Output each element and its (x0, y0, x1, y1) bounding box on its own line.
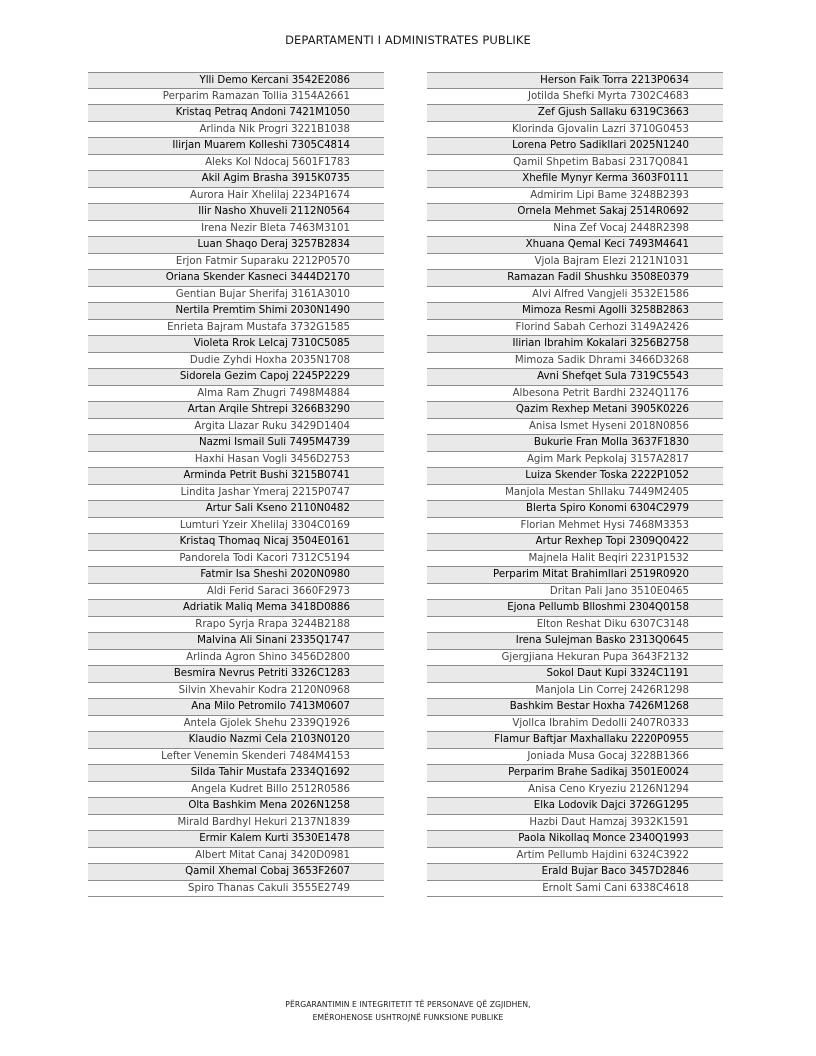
list-item: Bashkim Bestar Hoxha 7426M1268 (427, 699, 723, 716)
list-item: Sokol Daut Kupi 3324C1191 (427, 666, 723, 683)
list-item: Vjola Bajram Elezi 2121N1031 (427, 254, 723, 271)
list-item: Lindita Jashar Ymeraj 2215P0747 (88, 485, 384, 502)
list-item: Malvina Ali Sinani 2335Q1747 (88, 633, 384, 650)
list-item: Kristaq Petraq Andoni 7421M1050 (88, 105, 384, 122)
list-item: Klorinda Gjovalin Lazri 3710G0453 (427, 122, 723, 139)
list-item: Haxhi Hasan Vogli 3456D2753 (88, 452, 384, 469)
list-item: Florian Mehmet Hysi 7468M3353 (427, 518, 723, 535)
list-item: Erald Bujar Baco 3457D2846 (427, 864, 723, 881)
list-item: Artan Arqile Shtrepi 3266B3290 (88, 402, 384, 419)
list-item: Irena Sulejman Basko 2313Q0645 (427, 633, 723, 650)
list-item: Gjergjiana Hekuran Pupa 3643F2132 (427, 650, 723, 667)
list-item: Xhefile Mynyr Kerma 3603F0111 (427, 171, 723, 188)
left-name-list (88, 72, 384, 897)
page-title: DEPARTAMENTI I ADMINISTRATES PUBLIKE (285, 33, 531, 47)
list-item: Paola Nikollaq Monce 2340Q1993 (427, 831, 723, 848)
list-item: Silvin Xhevahir Kodra 2120N0968 (88, 683, 384, 700)
list-item: Joniada Musa Gocaj 3228B1366 (427, 749, 723, 766)
list-item: Arlinda Agron Shino 3456D2800 (88, 650, 384, 667)
list-item: Pandorela Todi Kacori 7312C5194 (88, 551, 384, 568)
list-item: Lefter Venemin Skenderi 7484M4153 (88, 749, 384, 766)
list-item: Mimoza Sadik Dhrami 3466D3268 (427, 353, 723, 370)
list-item: Agim Mark Pepkolaj 3157A2817 (427, 452, 723, 469)
footer-line-1: PËRGARANTIMIN E INTEGRITETIT TË PERSONAVE QË ZGJIDHEN, (285, 1000, 531, 1009)
list-item: Jotilda Shefki Myrta 7302C4683 (427, 89, 723, 106)
list-item: Besmira Nevrus Petriti 3326C1283 (88, 666, 384, 683)
list-item: Elton Reshat Diku 6307C3148 (427, 617, 723, 634)
list-item: Oriana Skender Kasneci 3444D2170 (88, 270, 384, 287)
list-item: Admirim Lipi Bame 3248B2393 (427, 188, 723, 205)
list-item: Zef Gjush Sallaku 6319C3663 (427, 105, 723, 122)
list-item: Florind Sabah Cerhozi 3149A2426 (427, 320, 723, 337)
list-item: Albert Mitat Canaj 3420D0981 (88, 848, 384, 865)
list-item: Mirald Bardhyl Hekuri 2137N1839 (88, 815, 384, 832)
list-item: Nazmi Ismail Suli 7495M4739 (88, 435, 384, 452)
list-item: Akil Agim Brasha 3915K0735 (88, 171, 384, 188)
list-item: Aldi Ferid Saraci 3660F2973 (88, 584, 384, 601)
list-item: Blerta Spiro Konomi 6304C2979 (427, 501, 723, 518)
list-item: Irena Nezir Bleta 7463M3101 (88, 221, 384, 238)
list-item: Antela Gjolek Shehu 2339Q1926 (88, 716, 384, 733)
list-item: Klaudio Nazmi Cela 2103N0120 (88, 732, 384, 749)
list-item: Ernolt Sami Cani 6338C4618 (427, 881, 723, 898)
list-item: Hazbi Daut Hamzaj 3932K1591 (427, 815, 723, 832)
list-item: Ramazan Fadil Shushku 3508E0379 (427, 270, 723, 287)
list-item: Ornela Mehmet Sakaj 2514R0692 (427, 204, 723, 221)
list-item: Ilirian Ibrahim Kokalari 3256B2758 (427, 336, 723, 353)
right-name-list (427, 72, 723, 897)
list-item: Alvi Alfred Vangjeli 3532E1586 (427, 287, 723, 304)
list-item: Herson Faik Torra 2213P0634 (427, 72, 723, 89)
list-item: Ilir Nasho Xhuveli 2112N0564 (88, 204, 384, 221)
list-item: Artim Pellumb Hajdini 6324C3922 (427, 848, 723, 865)
list-item: Perparim Mitat Brahimllari 2519R0920 (427, 567, 723, 584)
list-item: Aurora Hair Xhelilaj 2234P1674 (88, 188, 384, 205)
list-item: Violeta Rrok Lelcaj 7310C5085 (88, 336, 384, 353)
list-item: Erjon Fatmir Suparaku 2212P0570 (88, 254, 384, 271)
list-item: Luan Shaqo Deraj 3257B2834 (88, 237, 384, 254)
list-item: Luiza Skender Toska 2222P1052 (427, 468, 723, 485)
list-item: Aleks Kol Ndocaj 5601F1783 (88, 155, 384, 172)
list-item: Qamil Shpetim Babasi 2317Q0841 (427, 155, 723, 172)
list-item: Arminda Petrit Bushi 3215B0741 (88, 468, 384, 485)
list-item: Ylli Demo Kercani 3542E2086 (88, 72, 384, 89)
list-item: Flamur Baftjar Maxhallaku 2220P0955 (427, 732, 723, 749)
list-item: Alma Ram Zhugri 7498M4884 (88, 386, 384, 403)
list-item: Artur Sali Kseno 2110N0482 (88, 501, 384, 518)
list-item: Olta Bashkim Mena 2026N1258 (88, 798, 384, 815)
list-item: Artur Rexhep Topi 2309Q0422 (427, 534, 723, 551)
list-item: Dritan Pali Jano 3510E0465 (427, 584, 723, 601)
list-item: Sidorela Gezim Capoj 2245P2229 (88, 369, 384, 386)
list-item: Dudie Zyhdi Hoxha 2035N1708 (88, 353, 384, 370)
list-item: Vjollca Ibrahim Dedolli 2407R0333 (427, 716, 723, 733)
list-item: Xhuana Qemal Keci 7493M4641 (427, 237, 723, 254)
list-item: Gentian Bujar Sherifaj 3161A3010 (88, 287, 384, 304)
list-item: Ejona Pellumb Blloshmi 2304Q0158 (427, 600, 723, 617)
list-item: Ana Milo Petromilo 7413M0607 (88, 699, 384, 716)
list-item: Perparim Ramazan Tollia 3154A2661 (88, 89, 384, 106)
list-item: Rrapo Syrja Rrapa 3244B2188 (88, 617, 384, 634)
list-item: Avni Shefqet Sula 7319C5543 (427, 369, 723, 386)
list-item: Manjola Mestan Shllaku 7449M2405 (427, 485, 723, 502)
list-item: Adriatik Maliq Mema 3418D0886 (88, 600, 384, 617)
list-item: Mimoza Resmi Agolli 3258B2863 (427, 303, 723, 320)
list-item: Majnela Halit Beqiri 2231P1532 (427, 551, 723, 568)
list-item: Perparim Brahe Sadikaj 3501E0024 (427, 765, 723, 782)
list-item: Nertila Premtim Shimi 2030N1490 (88, 303, 384, 320)
page-footer (0, 998, 816, 1024)
list-item: Elka Lodovik Dajci 3726G1295 (427, 798, 723, 815)
list-item: Qamil Xhemal Cobaj 3653F2607 (88, 864, 384, 881)
footer-line-2: EMËROHENOSE USHTROJNË FUNKSIONE PUBLIKE (312, 1013, 504, 1022)
list-item: Enrieta Bajram Mustafa 3732G1585 (88, 320, 384, 337)
list-item: Angela Kudret Billo 2512R0586 (88, 782, 384, 799)
list-item: Qazim Rexhep Metani 3905K0226 (427, 402, 723, 419)
list-item: Argita Llazar Ruku 3429D1404 (88, 419, 384, 436)
list-item: Ilirjan Muarem Kolleshi 7305C4814 (88, 138, 384, 155)
list-item: Lumturi Yzeir Xhelilaj 3304C0169 (88, 518, 384, 535)
list-item: Anisa Ceno Kryeziu 2126N1294 (427, 782, 723, 799)
list-item: Anisa Ismet Hyseni 2018N0856 (427, 419, 723, 436)
list-item: Albesona Petrit Bardhi 2324Q1176 (427, 386, 723, 403)
list-item: Lorena Petro Sadikllari 2025N1240 (427, 138, 723, 155)
list-item: Nina Zef Vocaj 2448R2398 (427, 221, 723, 238)
list-item: Spiro Thanas Cakuli 3555E2749 (88, 881, 384, 898)
list-item: Arlinda Nik Progri 3221B1038 (88, 122, 384, 139)
list-item: Manjola Lin Correj 2426R1298 (427, 683, 723, 700)
list-item: Kristaq Thomaq Nicaj 3504E0161 (88, 534, 384, 551)
list-item: Ermir Kalem Kurti 3530E1478 (88, 831, 384, 848)
list-item: Fatmir Isa Sheshi 2020N0980 (88, 567, 384, 584)
list-item: Silda Tahir Mustafa 2334Q1692 (88, 765, 384, 782)
list-item: Bukurie Fran Molla 3637F1830 (427, 435, 723, 452)
